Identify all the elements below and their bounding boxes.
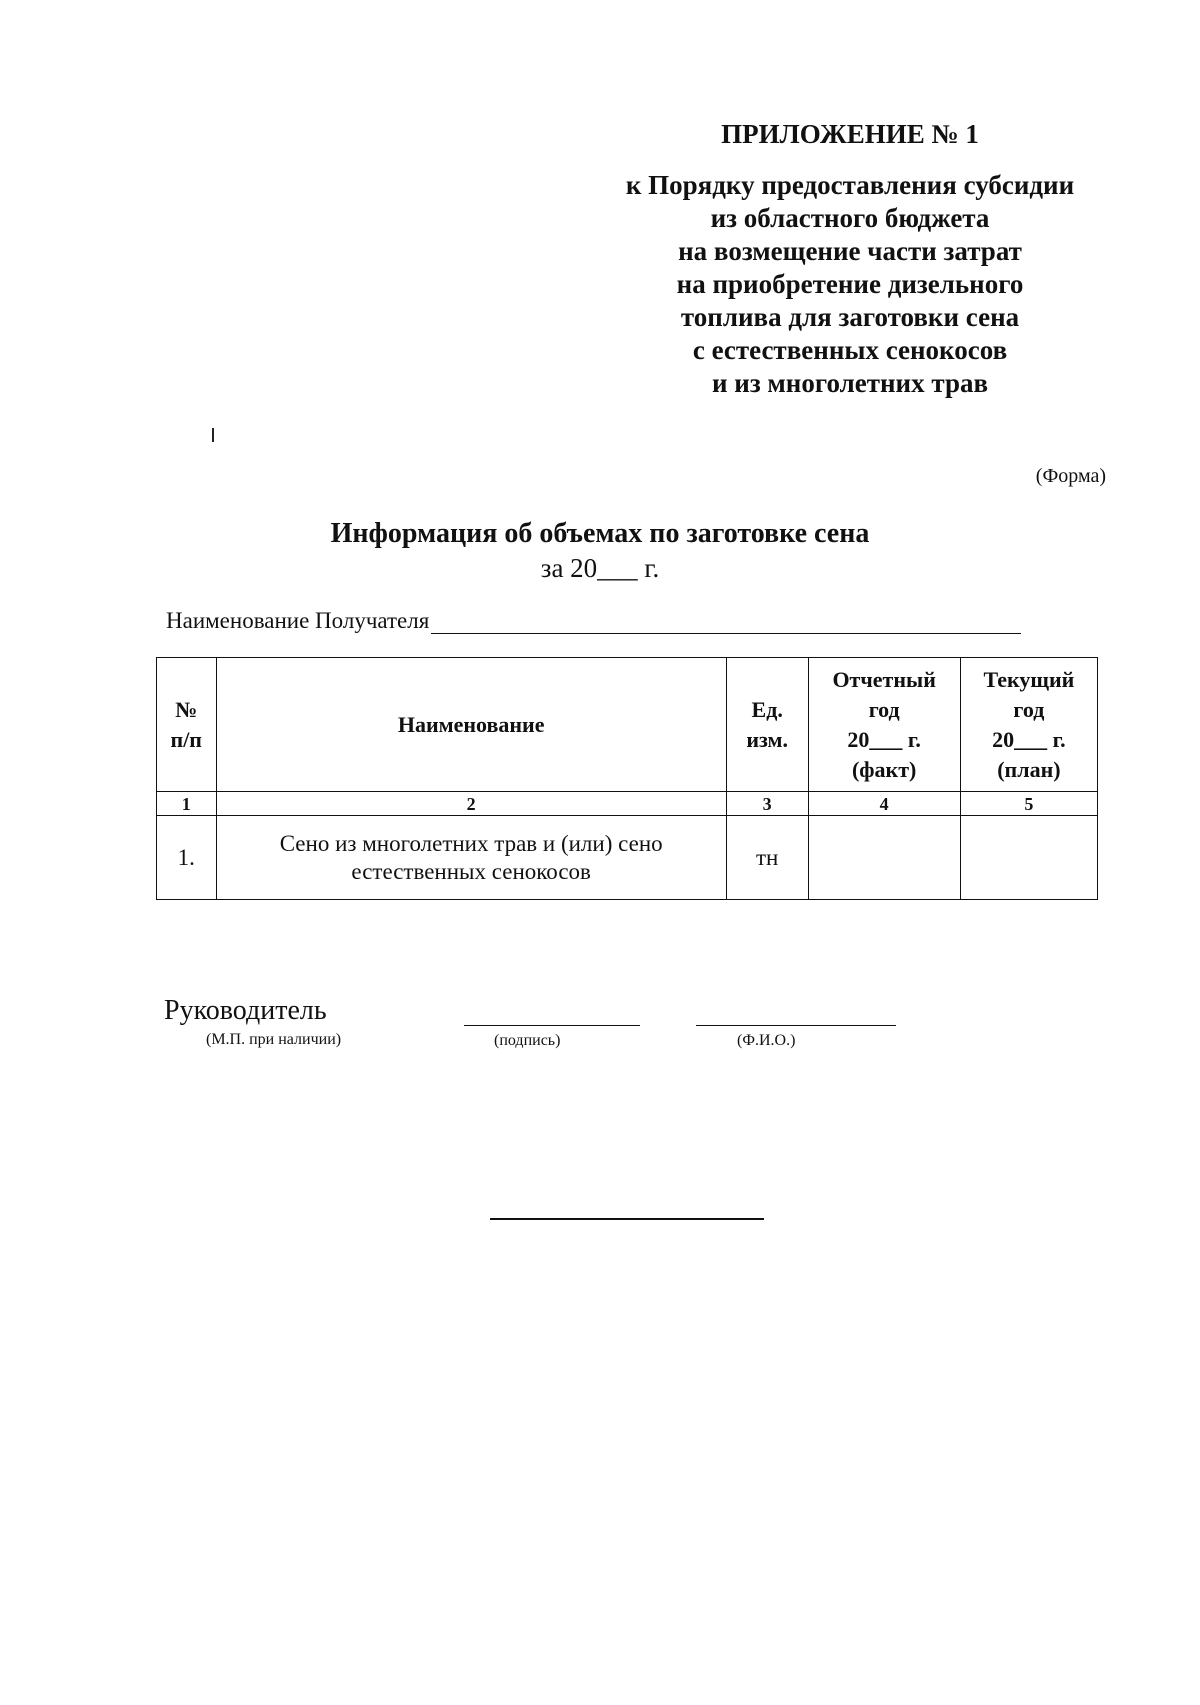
appendix-line: к Порядку предоставления субсидии	[625, 170, 1075, 200]
appendix-line: и из многолетних трав	[711, 368, 989, 398]
recipient-field	[166, 608, 1021, 634]
row-name	[216, 816, 726, 900]
signature-block	[164, 995, 964, 1065]
header-num-line: п/п	[170, 726, 202, 752]
row-num: 1.	[157, 816, 217, 900]
header-reported-line: год	[868, 696, 900, 722]
appendix-line: на возмещение части затрат	[678, 236, 1022, 266]
row-current-value[interactable]	[960, 816, 1097, 900]
header-reported-line: Отчетный	[832, 666, 936, 692]
header-current-line: (план)	[997, 756, 1061, 782]
document-period: за 20___ г.	[540, 553, 660, 583]
signature-note: (подпись)	[494, 1032, 561, 1049]
stamp-note: (М.П. при наличии)	[206, 1031, 342, 1048]
header-num	[157, 658, 217, 792]
header-num-line: №	[175, 696, 198, 722]
appendix-line: из областного бюджета	[710, 203, 990, 233]
hay-volume-table	[156, 657, 1098, 900]
column-number: 1	[157, 792, 217, 816]
header-unit	[726, 658, 808, 792]
header-current-line: 20___ г.	[992, 726, 1066, 752]
header-current-line: Текущий	[983, 666, 1075, 692]
row-name-line: естественных сенокосов	[351, 858, 591, 884]
signature-line[interactable]	[464, 1025, 640, 1026]
header-reported-year	[808, 658, 960, 792]
document-title: Информация об объемах по заготовке сена	[330, 518, 870, 549]
scan-mark	[212, 428, 214, 442]
form-label: (Форма)	[1035, 465, 1106, 487]
table-row	[157, 816, 1098, 900]
recipient-label: Наименование Получателя	[166, 608, 430, 633]
header-current-line: год	[1013, 696, 1045, 722]
column-number: 2	[216, 792, 726, 816]
full-name-note: (Ф.И.О.)	[737, 1032, 796, 1049]
end-divider	[490, 1218, 764, 1220]
column-number-row	[157, 792, 1098, 816]
appendix-line: на приобретение дизельного	[676, 269, 1024, 299]
appendix-line: с естественных сенокосов	[692, 335, 1008, 365]
appendix-line: топлива для заготовки сена	[680, 302, 1020, 332]
signature-role: Руководитель	[164, 995, 327, 1026]
row-name-line: Сено из многолетних трав и (или) сено	[279, 830, 663, 856]
table-header-row	[157, 658, 1098, 792]
header-unit-line: Ед.	[751, 696, 783, 722]
row-reported-value[interactable]	[808, 816, 960, 900]
appendix-title: ПРИЛОЖЕНИЕ № 1	[721, 119, 979, 149]
header-current-year	[960, 658, 1097, 792]
full-name-line[interactable]	[696, 1025, 896, 1026]
row-unit: тн	[726, 816, 808, 900]
header-unit-line: изм.	[746, 726, 789, 752]
header-name: Наименование	[216, 658, 726, 792]
column-number: 3	[726, 792, 808, 816]
recipient-blank-line[interactable]	[431, 609, 1021, 634]
column-number: 5	[960, 792, 1097, 816]
appendix-block	[600, 118, 1100, 400]
header-reported-line: 20___ г.	[847, 726, 921, 752]
header-reported-line: (факт)	[851, 756, 917, 782]
column-number: 4	[808, 792, 960, 816]
